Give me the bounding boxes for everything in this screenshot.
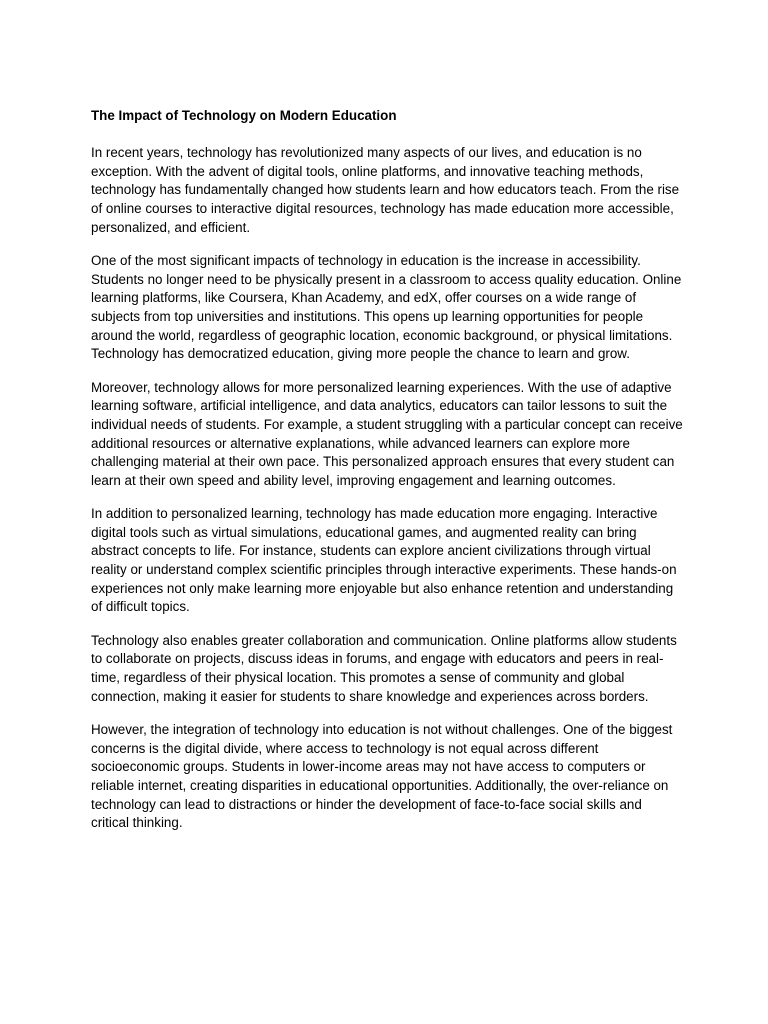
paragraph: In recent years, technology has revolutionized many aspects of our lives, and education is no exception. With the advent of digital tools, online platforms, and innovative teaching methods, technology has fundamentally changed how students learn and how educators teach. From the rise of online courses to interactive digital resources, technology has made education more accessible, personalized, and efficient. [91,145,680,235]
paragraph: One of the most significant impacts of technology in education is the increase in accessibility. Students no longer need to be physically present in a classroom to access quality education. Online learning platforms, like Coursera, Khan Academy, and edX, offer courses on a wide range of subjects from top universities and institutions. This opens up learning opportunities for people around the world, regardless of geographic location, economic background, or physical limitations. Technology has democratized education, giving more people the chance to learn and grow. [91,253,682,362]
document-page [91,107,683,848]
paragraph: Moreover, technology allows for more personalized learning experiences. With the use of adaptive learning software, artificial intelligence, and data analytics, educators can tailor lessons to suit the individual needs of students. For example, a student struggling with a particular concept can receive additional resources or alternative explanations, while advanced learners can explore more challenging material at their own pace. This personalized approach ensures that every student can learn at their own speed and ability level, improving engagement and learning outcomes. [91,379,683,488]
document-title: The Impact of Technology on Modern Education [91,108,397,123]
paragraph: However, the integration of technology into education is not without challenges. One of the biggest concerns is the digital divide, where access to technology is not equal across different socioeconomic groups. Students in lower-income areas may not have access to computers or reliable internet, creating disparities in educational opportunities. Additionally, the over-reliance on technology can lead to distractions or hinder the development of face-to-face social skills and critical thinking. [91,722,673,831]
paragraph: Technology also enables greater collaboration and communication. Online platforms allow students to collaborate on projects, discuss ideas in forums, and engage with educators and peers in real-time, regardless of their physical location. This promotes a sense of community and global connection, making it easier for students to share knowledge and experiences across borders. [91,632,677,704]
paragraph: In addition to personalized learning, technology has made education more engaging. Interactive digital tools such as virtual simulations, educational games, and augmented reality can bring abstract concepts to life. For instance, students can explore ancient civilizations through virtual reality or understand complex scientific principles through interactive experiments. These hands-on experiences not only make learning more enjoyable but also enhance retention and understanding of difficult topics. [91,506,677,615]
